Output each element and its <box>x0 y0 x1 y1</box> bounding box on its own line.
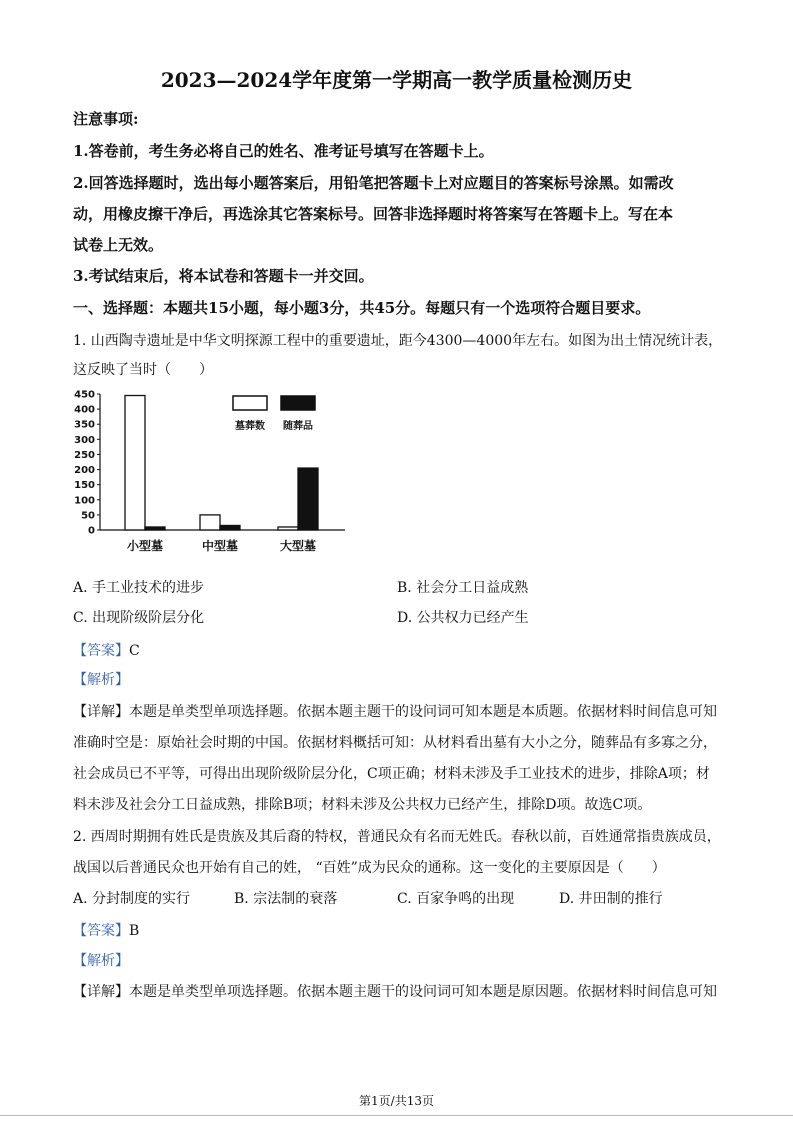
q1-stem-line-2: 这反映了当时（ ） <box>73 362 213 378</box>
q2-option-a: A. 分封制度的实行 <box>73 891 191 907</box>
notice-line-2b: 动，用橡皮擦干净后，再选涂其它答案标号。回答非选择题时将答案写在答题卡上。写在本 <box>73 205 674 223</box>
section-heading: 一、选择题：本题共15小题，每小题3分，共45分。每题只有一个选项符合题目要求。 <box>73 299 651 317</box>
category-label: 小型墓 <box>126 539 164 553</box>
y-tick-label: 100 <box>74 495 95 507</box>
q1-detail-line-3: 社会成员已不平等，可得出出现阶级阶层分化，C项正确；材料未涉及手工业技术的进步，排除A项；材 <box>73 766 710 782</box>
q1-detail-line-1: 【详解】本题是单类型单项选择题。依据本题主题干的设问词可知本题是本质题。依据材料时间信息可知 <box>73 704 717 720</box>
q2-option-c: C. 百家争鸣的出现 <box>397 891 515 907</box>
q1-option-b: B. 社会分工日益成熟 <box>397 580 529 596</box>
q1-option-a: A. 手工业技术的进步 <box>73 580 205 596</box>
y-tick-label: 300 <box>74 434 95 446</box>
page-footer: 第1页/共13页 <box>359 1094 434 1108</box>
q2-stem-line-1: 2. 西周时期拥有姓氏是贵族及其后裔的特权，普通民众有名而无姓氏。春秋以前，百姓通常指贵族成员， <box>73 829 721 845</box>
notice-line-2c: 试卷上无效。 <box>73 236 164 254</box>
category-label: 中型墓 <box>201 539 239 553</box>
answer-label: 【答案】 <box>73 643 129 659</box>
notice-heading: 注意事项: <box>73 110 139 128</box>
page-title: 2023—2024学年度第一学期高一教学质量检测历史 <box>160 68 633 92</box>
legend-label: 墓葬数 <box>235 421 265 432</box>
footer-divider <box>0 1115 793 1116</box>
y-tick-label: 0 <box>88 525 95 537</box>
bar-goods <box>298 468 318 530</box>
q1-detail-line-4: 料未涉及社会分工日益成熟，排除B项；材料未涉及公共权力已经产生，排除D项。故选C项。 <box>73 797 652 813</box>
bar-goods <box>145 527 165 530</box>
category-label: 大型墓 <box>279 539 317 553</box>
q2-analysis-label: 【解析】 <box>73 953 129 969</box>
q1-stem-line-1: 1. 山西陶寺遗址是中华文明探源工程中的重要遗址，距今4300—4000年左右。如图为出土情况统计表， <box>73 333 723 349</box>
q1-detail-line-2: 准确时空是：原始社会时期的中国。依据材料概括可知：从材料看出墓有大小之分，随葬品有多寡之分， <box>73 735 717 751</box>
q1-option-d: D. 公共权力已经产生 <box>397 610 529 626</box>
bar-burials <box>278 527 298 530</box>
q1-option-c: C. 出现阶级阶层分化 <box>73 610 205 626</box>
q2-stem-line-2: 战国以后普通民众也开始有自己的姓， “百姓”成为民众的通称。这一变化的主要原因是（ ） <box>73 860 666 876</box>
notice-line-3: 3.考试结束后，将本试卷和答题卡一并交回。 <box>73 267 374 285</box>
y-tick-label: 150 <box>74 480 95 492</box>
q2-answer <box>73 920 139 940</box>
q2-option-b: B. 宗法制的衰落 <box>234 891 338 907</box>
y-tick-label: 350 <box>74 419 95 431</box>
y-tick-label: 450 <box>74 389 95 401</box>
y-tick-label: 250 <box>74 449 95 461</box>
y-tick-label: 400 <box>74 404 95 416</box>
notice-line-1: 1.答卷前，考生务必将自己的姓名、准考证号填写在答题卡上。 <box>73 142 494 160</box>
y-tick-label: 50 <box>81 510 95 522</box>
legend-swatch <box>281 396 315 410</box>
bar-goods <box>220 525 240 530</box>
bar-burials <box>125 396 145 530</box>
q1-answer <box>73 640 140 660</box>
notice-line-2a: 2.回答选择题时，选出每小题答案后，用铅笔把答题卡上对应题目的答案标号涂黑。如需改 <box>73 174 674 192</box>
bar-burials <box>200 515 220 530</box>
answer-label: 【答案】 <box>73 923 129 939</box>
q1-analysis-label: 【解析】 <box>73 672 129 688</box>
q2-detail-line-1: 【详解】本题是单类型单项选择题。依据本题主题干的设问词可知本题是原因题。依据材料时间信息可知 <box>73 984 717 1000</box>
answer-value: C <box>129 643 140 659</box>
q2-option-d: D. 井田制的推行 <box>559 891 663 907</box>
burial-bar-chart <box>70 382 350 562</box>
answer-value: B <box>129 923 140 939</box>
legend-swatch <box>233 396 267 410</box>
legend-label: 随葬品 <box>283 421 313 432</box>
y-tick-label: 200 <box>74 465 95 477</box>
